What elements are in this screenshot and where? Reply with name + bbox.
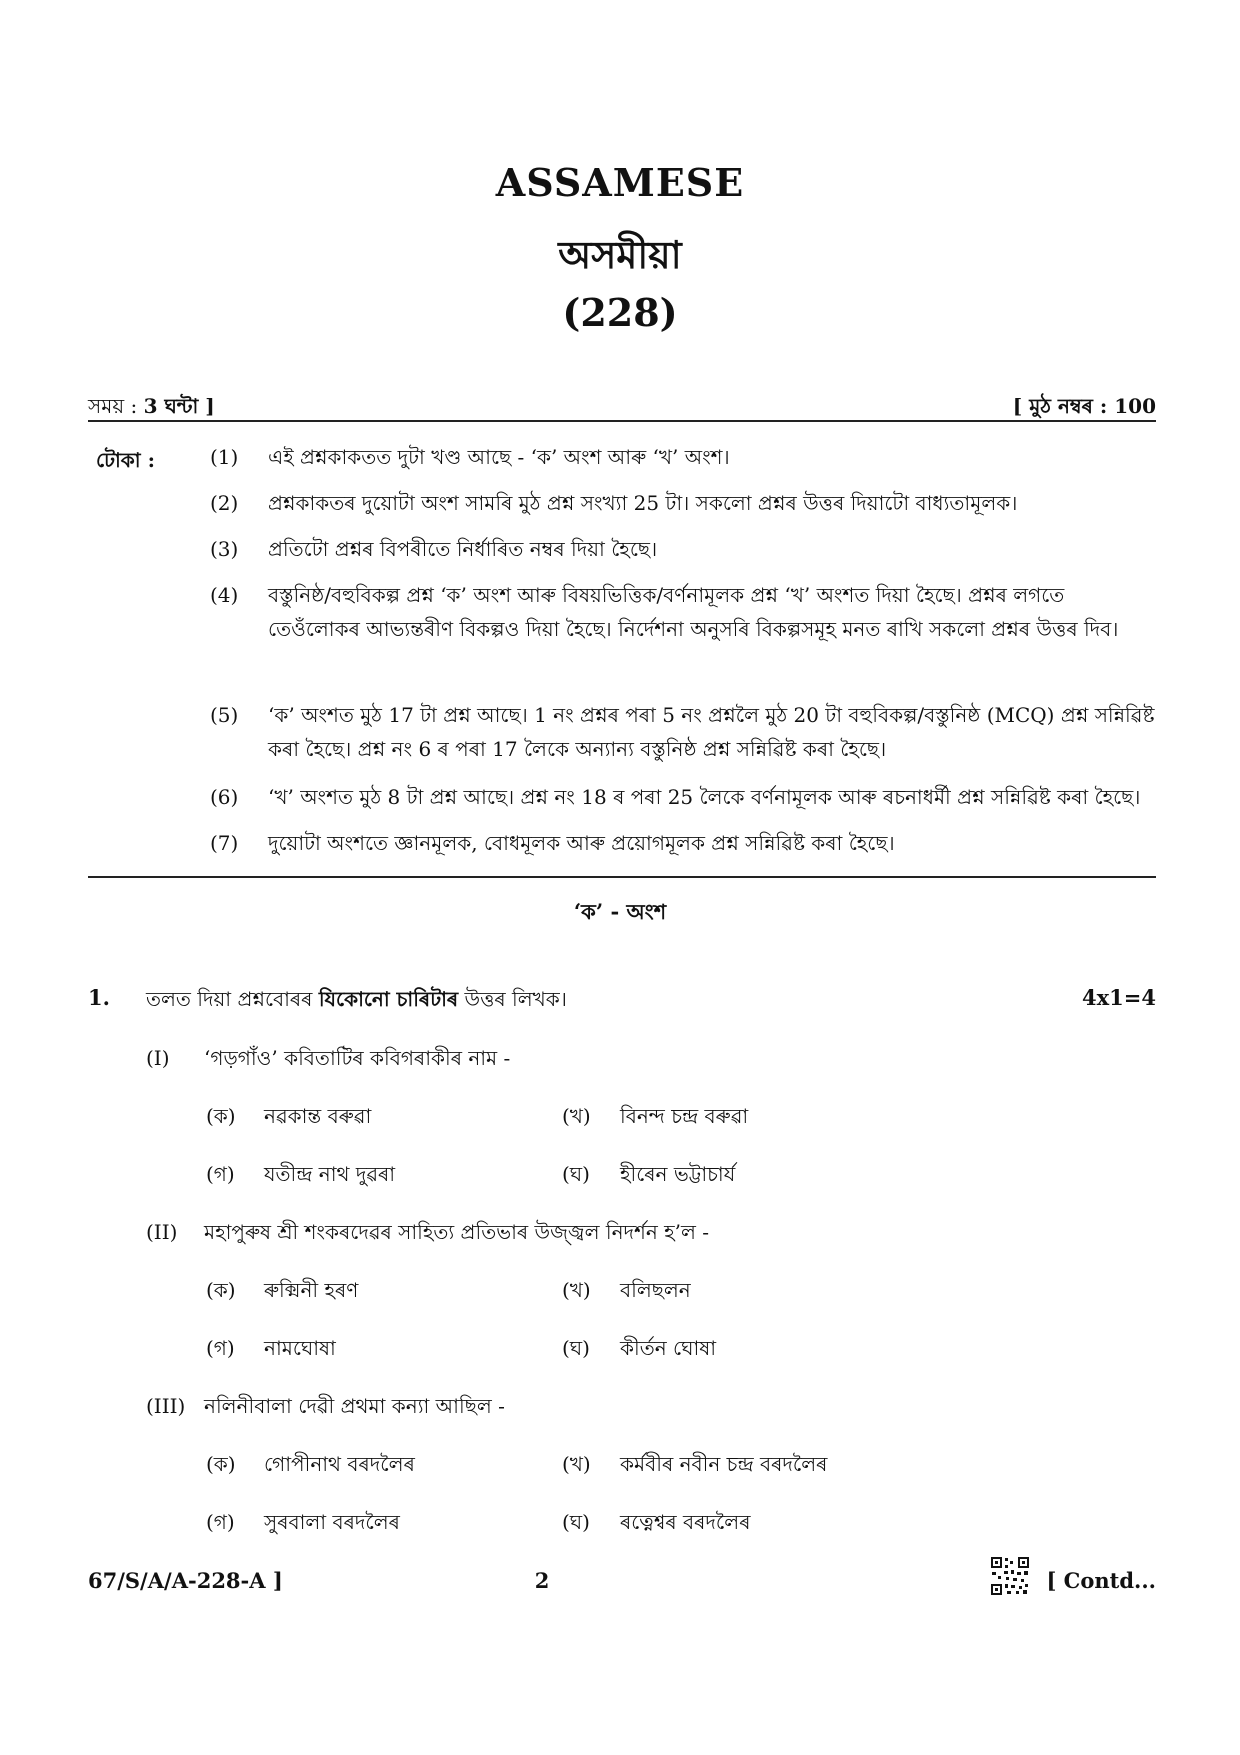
answer-option xyxy=(206,1102,371,1135)
option-text: নামঘোষা xyxy=(264,1336,336,1360)
instruction-number: (7) xyxy=(210,831,239,855)
instruction-text: এই প্ৰশ্নকাকতত দুটা খণ্ড আছে - ‘ক’ অংশ আৰু ‘খ’ অংশ। xyxy=(268,445,730,469)
page-number: 2 xyxy=(534,1568,550,1593)
option-label: (গ) xyxy=(206,1510,235,1534)
question-marks: 4x1=4 xyxy=(1082,985,1156,1010)
qr-code-icon xyxy=(990,1556,1030,1596)
option-label: (ক) xyxy=(206,1278,236,1302)
question-text-end: উত্তৰ লিখক। xyxy=(458,987,567,1011)
sub-question-text: ‘গড়গাঁও’ কবিতাটিৰ কবিগৰাকীৰ নাম - xyxy=(204,1046,511,1070)
option-label: (গ) xyxy=(206,1336,235,1360)
option-text: কৰ্মবীৰ নবীন চন্দ্ৰ বৰদলৈৰ xyxy=(620,1452,828,1476)
answer-option xyxy=(562,1450,827,1483)
answer-option xyxy=(206,1276,358,1309)
option-text: গোপীনাথ বৰদলৈৰ xyxy=(264,1452,415,1476)
option-text: সুৰবালা বৰদলৈৰ xyxy=(264,1510,400,1534)
option-label: (ক) xyxy=(206,1104,236,1128)
instruction-item xyxy=(210,578,1160,646)
answer-option xyxy=(206,1334,336,1367)
sub-question-number: (I) xyxy=(146,1046,170,1070)
sub-question-text: মহাপুৰুষ শ্ৰী শংকৰদেৱৰ সাহিত্য প্ৰতিভাৰ উজ্জ্বল নিদৰ্শন হ’ল - xyxy=(204,1220,710,1244)
instruction-text: বস্তুনিষ্ঠ/বহুবিকল্প প্ৰশ্ন ‘ক’ অংশ আৰু বিষয়ভিত্তিক/বৰ্ণনামূলক প্ৰশ্ন ‘খ’ অংশত দিয়া হৈছে। প্ৰশ্নৰ লগতে তেওঁলোকৰ আভ্যন্তৰীণ বিকল্পও দিয়া হৈছে। নিৰ্দেশনা অনুসৰি বিকল্পসমূহ মনত ৰাখি সকলো প্ৰশ্নৰ উত্তৰ দিব। xyxy=(268,583,1119,641)
subject-title-english: ASSAMESE xyxy=(495,160,745,205)
instruction-number: (3) xyxy=(210,537,239,561)
sub-question xyxy=(146,1392,505,1425)
instruction-item xyxy=(210,826,1160,860)
answer-option xyxy=(206,1508,400,1541)
notes-label: টোকা : xyxy=(96,448,155,472)
option-text: ৰুক্মিনী হৰণ xyxy=(264,1278,359,1302)
option-text: বলিছলন xyxy=(620,1278,691,1302)
answer-option xyxy=(562,1334,716,1367)
answer-option xyxy=(206,1160,395,1193)
instruction-number: (2) xyxy=(210,491,239,515)
option-label: (খ) xyxy=(562,1452,591,1476)
sub-question-number: (III) xyxy=(146,1394,186,1418)
option-label: (খ) xyxy=(562,1104,591,1128)
instruction-item xyxy=(210,486,1160,520)
answer-option xyxy=(562,1102,748,1135)
question-text-emphasis: যিকোনো চাৰিটাৰ xyxy=(318,987,459,1011)
option-text: কীৰ্তন ঘোষা xyxy=(620,1336,717,1360)
divider-top xyxy=(88,420,1156,422)
option-text: হীৰেন ভট্টাচাৰ্য xyxy=(620,1162,736,1186)
answer-option xyxy=(562,1508,750,1541)
instruction-item xyxy=(210,698,1160,766)
instruction-text: প্ৰশ্নকাকতৰ দুয়োটা অংশ সামৰি মুঠ প্ৰশ্ন সংখ্যা 25 টা। সকলো প্ৰশ্নৰ উত্তৰ দিয়াটো বাধ্যতামূলক। xyxy=(268,491,1018,515)
divider-middle xyxy=(88,876,1156,878)
instruction-item xyxy=(210,780,1160,814)
sub-question-text: নলিনীবালা দেৱী প্ৰথমা কন্যা আছিল - xyxy=(204,1394,505,1418)
subject-code: (228) xyxy=(562,290,678,335)
instruction-number: (6) xyxy=(210,785,239,809)
question-number: 1. xyxy=(88,985,110,1010)
marks-label: [ মুঠ নম্বৰ : xyxy=(1012,394,1115,418)
instruction-item xyxy=(210,440,1160,474)
option-label: (গ) xyxy=(206,1162,235,1186)
instruction-text: ‘ক’ অংশত মুঠ 17 টা প্ৰশ্ন আছে। 1 নং প্ৰশ্নৰ পৰা 5 নং প্ৰশ্নলৈ মুঠ 20 টা বহুবিকল্প/বস্তুনিষ্ঠ (MCQ) প্ৰশ্ন সন্নিৱিষ্ট কৰা হৈছে। প্ৰশ্ন নং 6 ৰ পৰা 17 লৈকে অন্যান্য বস্তুনিষ্ঠ প্ৰশ্ন সন্নিৱিষ্ট কৰা হৈছে। xyxy=(268,703,1155,761)
sub-question xyxy=(146,1044,510,1077)
time-label: সময় : xyxy=(88,394,144,418)
subject-title-assamese: অসমীয়া xyxy=(558,232,682,277)
sub-question-number: (II) xyxy=(146,1220,178,1244)
sub-question xyxy=(146,1218,709,1251)
option-text: ৰত্নেশ্বৰ বৰদলৈৰ xyxy=(620,1510,751,1534)
instruction-item xyxy=(210,532,1160,566)
instruction-text: ‘খ’ অংশত মুঠ 8 টা প্ৰশ্ন আছে। প্ৰশ্ন নং 18 ৰ পৰা 25 লৈকে বৰ্ণনামূলক আৰু ৰচনাধৰ্মী প্ৰশ্ন সন্নিৱিষ্ট কৰা হৈছে। xyxy=(268,785,1141,809)
option-label: (খ) xyxy=(562,1278,591,1302)
option-label: (ঘ) xyxy=(562,1336,590,1360)
answer-option xyxy=(562,1276,691,1309)
answer-option xyxy=(562,1160,735,1193)
answer-option xyxy=(206,1450,415,1483)
option-text: নৱকান্ত বৰুৱা xyxy=(264,1104,372,1128)
time-value: 3 ঘন্টা ] xyxy=(143,394,215,418)
option-label: (ঘ) xyxy=(562,1162,590,1186)
marks-value: 100 xyxy=(1114,394,1156,418)
option-label: (ক) xyxy=(206,1452,236,1476)
instruction-number: (5) xyxy=(210,703,239,727)
question-text xyxy=(146,985,567,1018)
question-text-start: তলত দিয়া প্ৰশ্নবোৰৰ xyxy=(146,987,319,1011)
option-text: বিনন্দ চন্দ্ৰ বৰুৱা xyxy=(620,1104,749,1128)
section-title: ‘ক’ - অংশ xyxy=(573,899,667,924)
instruction-number: (1) xyxy=(210,445,239,469)
instruction-number: (4) xyxy=(210,583,239,607)
instruction-text: প্ৰতিটো প্ৰশ্নৰ বিপৰীতে নিৰ্ধাৰিত নম্বৰ দিয়া হৈছে। xyxy=(268,537,658,561)
option-text: যতীন্দ্ৰ নাথ দুৱৰা xyxy=(264,1162,396,1186)
continued-marker: [ Contd... xyxy=(1046,1568,1156,1593)
option-label: (ঘ) xyxy=(562,1510,590,1534)
paper-code: 67/S/A/A-228-A ] xyxy=(88,1568,283,1593)
instruction-text: দুয়োটা অংশতে জ্ঞানমূলক, বোধমূলক আৰু প্ৰয়োগমূলক প্ৰশ্ন সন্নিৱিষ্ট কৰা হৈছে। xyxy=(268,831,895,855)
